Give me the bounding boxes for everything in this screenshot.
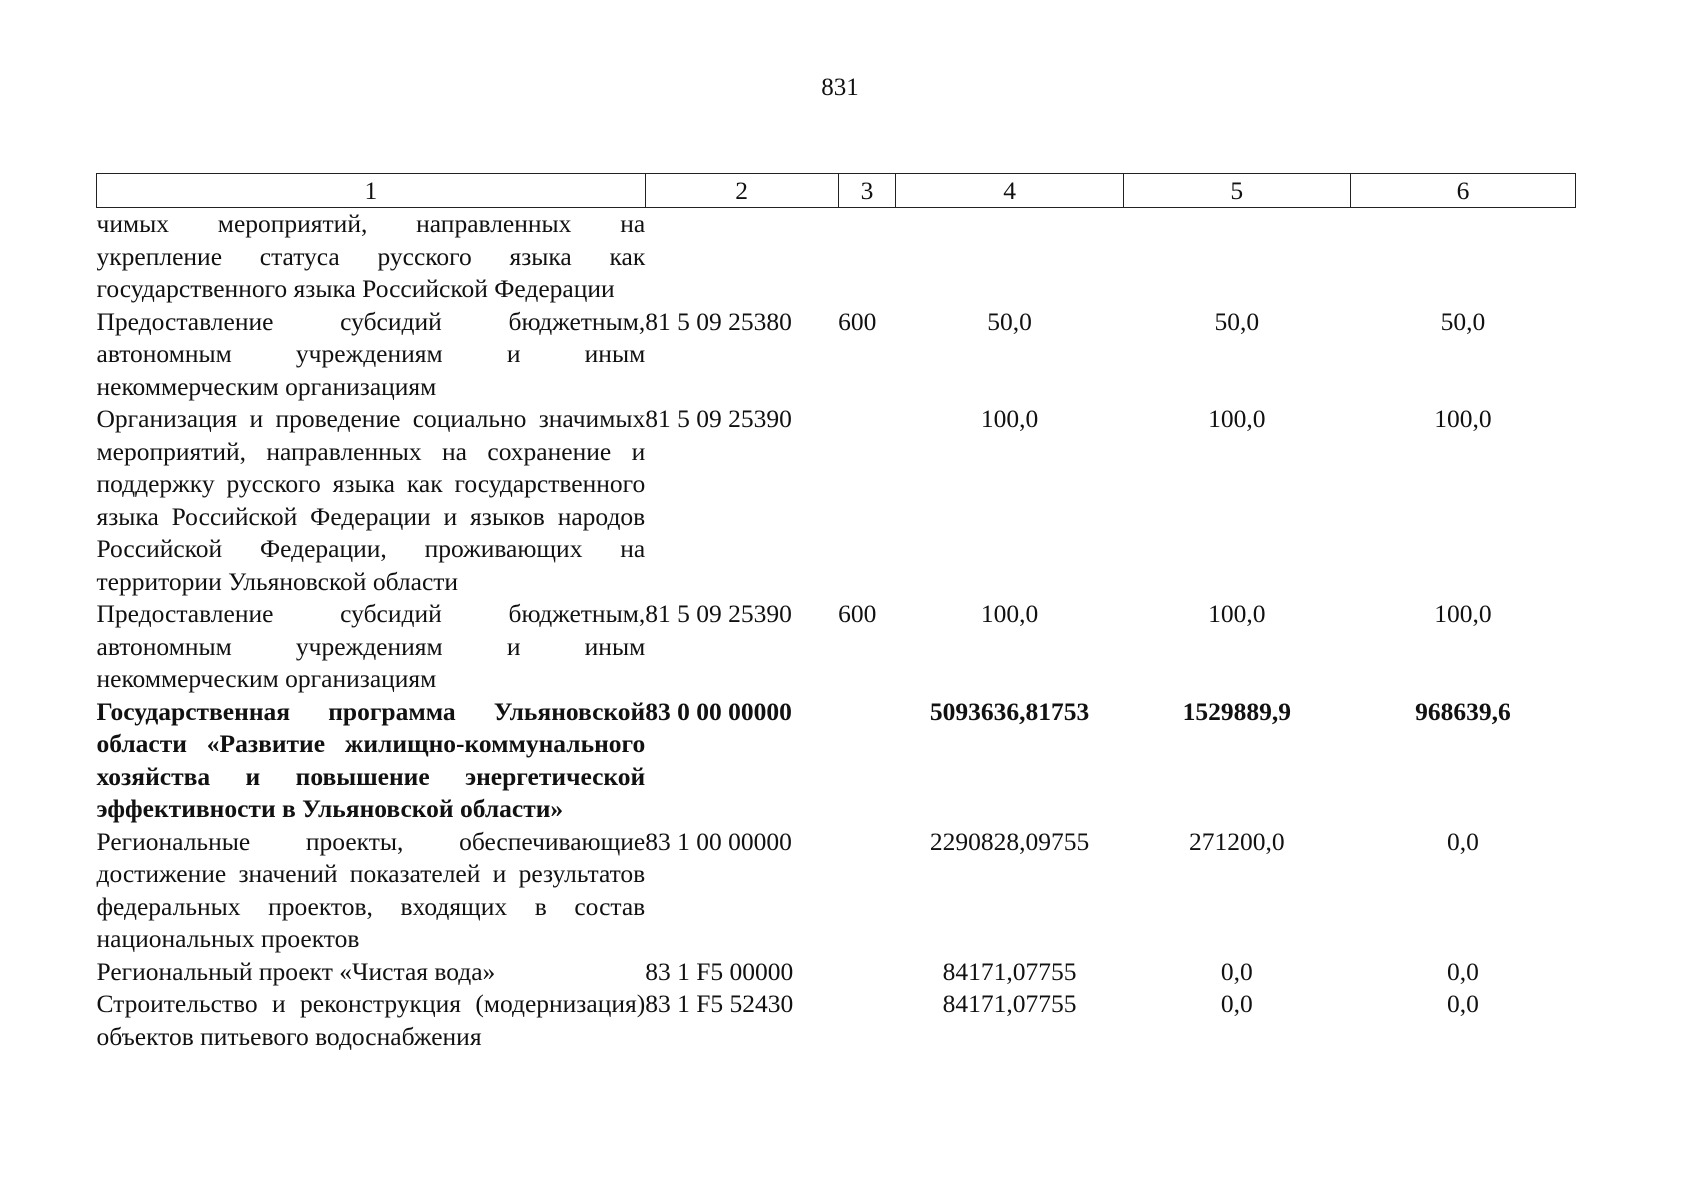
row-code bbox=[645, 208, 838, 306]
column-header-2: 2 bbox=[645, 174, 838, 208]
table-row bbox=[97, 988, 1576, 1053]
row-code: 81 5 09 25390 bbox=[645, 404, 792, 433]
row-value-6: 0,0 bbox=[1447, 826, 1479, 856]
row-expense-type: 600 bbox=[838, 306, 877, 336]
row-expense-type bbox=[838, 956, 896, 989]
column-header-6: 6 bbox=[1350, 174, 1575, 208]
row-name: Строительство и реконструкция (модернизация) объектов питьевого водоснабжения bbox=[96, 989, 646, 1051]
row-value-6: 50,0 bbox=[1440, 306, 1486, 336]
column-header-1: 1 bbox=[97, 174, 646, 208]
row-value-6 bbox=[1350, 208, 1575, 306]
table-row bbox=[97, 403, 1576, 598]
row-expense-type bbox=[838, 696, 896, 826]
row-value-6: 100,0 bbox=[1434, 404, 1492, 433]
table-row bbox=[97, 208, 1576, 306]
column-header-5: 5 bbox=[1123, 174, 1350, 208]
row-value-6: 0,0 bbox=[1447, 989, 1479, 1018]
row-value-5: 100,0 bbox=[1208, 599, 1266, 628]
row-expense-type bbox=[838, 403, 896, 598]
row-expense-type bbox=[838, 988, 896, 1053]
row-code: 83 0 00 00000 bbox=[645, 696, 792, 726]
row-value-5: 0,0 bbox=[1220, 956, 1253, 986]
row-name: Региональные проекты, обеспечивающие достижение значений показателей и результатов федеральных проектов, входящих в состав национальных проектов bbox=[96, 826, 646, 953]
row-code: 83 1 00 00000 bbox=[645, 826, 792, 856]
row-value-4: 50,0 bbox=[987, 306, 1032, 336]
row-code: 83 1 F5 52430 bbox=[645, 989, 794, 1018]
row-name: Государственная программа Ульяновской области «Развитие жилищно-коммунального хозяйства и повышение энергетической эффективности в Ульяновской области» bbox=[96, 696, 646, 823]
column-header-4: 4 bbox=[896, 174, 1123, 208]
row-value-5: 100,0 bbox=[1208, 404, 1266, 433]
table-row bbox=[97, 696, 1576, 826]
row-name: Предоставление субсидий бюджетным, автономным учреждениям и иным некоммерческим организациям bbox=[96, 599, 646, 693]
row-name: Предоставление субсидий бюджетным, автономным учреждениям и иным некоммерческим организациям bbox=[96, 306, 646, 401]
row-value-6: 0,0 bbox=[1447, 956, 1479, 986]
row-code: 81 5 09 25380 bbox=[645, 306, 792, 336]
row-value-4: 2290828,09755 bbox=[929, 826, 1090, 856]
table-row bbox=[97, 598, 1576, 696]
row-name: чимых мероприятий, направленных на укрепление статуса русского языка как государственного языка Российской Федерации bbox=[96, 209, 646, 303]
row-code: 81 5 09 25390 bbox=[645, 599, 792, 628]
row-value-5: 0,0 bbox=[1220, 989, 1253, 1018]
row-value-4: 84171,07755 bbox=[942, 989, 1077, 1018]
row-expense-type bbox=[838, 826, 896, 956]
table-header-row bbox=[97, 174, 1576, 208]
row-name: Региональный проект «Чистая вода» bbox=[96, 956, 496, 986]
table-row bbox=[97, 956, 1576, 989]
column-header-3: 3 bbox=[838, 174, 896, 208]
row-value-5: 271200,0 bbox=[1188, 826, 1285, 856]
row-expense-type bbox=[838, 208, 896, 306]
row-expense-type: 600 bbox=[838, 599, 877, 628]
row-value-6: 968639,6 bbox=[1415, 696, 1511, 726]
row-value-4: 84171,07755 bbox=[942, 956, 1077, 986]
row-value-6: 100,0 bbox=[1434, 599, 1492, 628]
row-value-4: 100,0 bbox=[980, 599, 1039, 628]
table-row bbox=[97, 306, 1576, 404]
row-value-5 bbox=[1123, 208, 1350, 306]
budget-table bbox=[96, 173, 1576, 1053]
row-value-4: 100,0 bbox=[980, 404, 1039, 433]
row-value-4 bbox=[896, 208, 1123, 306]
row-value-4: 5093636,81753 bbox=[929, 696, 1090, 726]
row-code: 83 1 F5 00000 bbox=[645, 956, 794, 986]
row-name: Организация и проведение социально значимых мероприятий, направленных на сохранение и поддержку русского языка как государственного языка Российской Федерации и языков народов Российской Федерации, проживающих на территории Ульяновской области bbox=[96, 404, 646, 596]
row-value-5: 1529889,9 bbox=[1182, 696, 1291, 726]
page-number: 831 bbox=[821, 74, 859, 101]
row-value-5: 50,0 bbox=[1214, 306, 1260, 336]
table-row bbox=[97, 826, 1576, 956]
